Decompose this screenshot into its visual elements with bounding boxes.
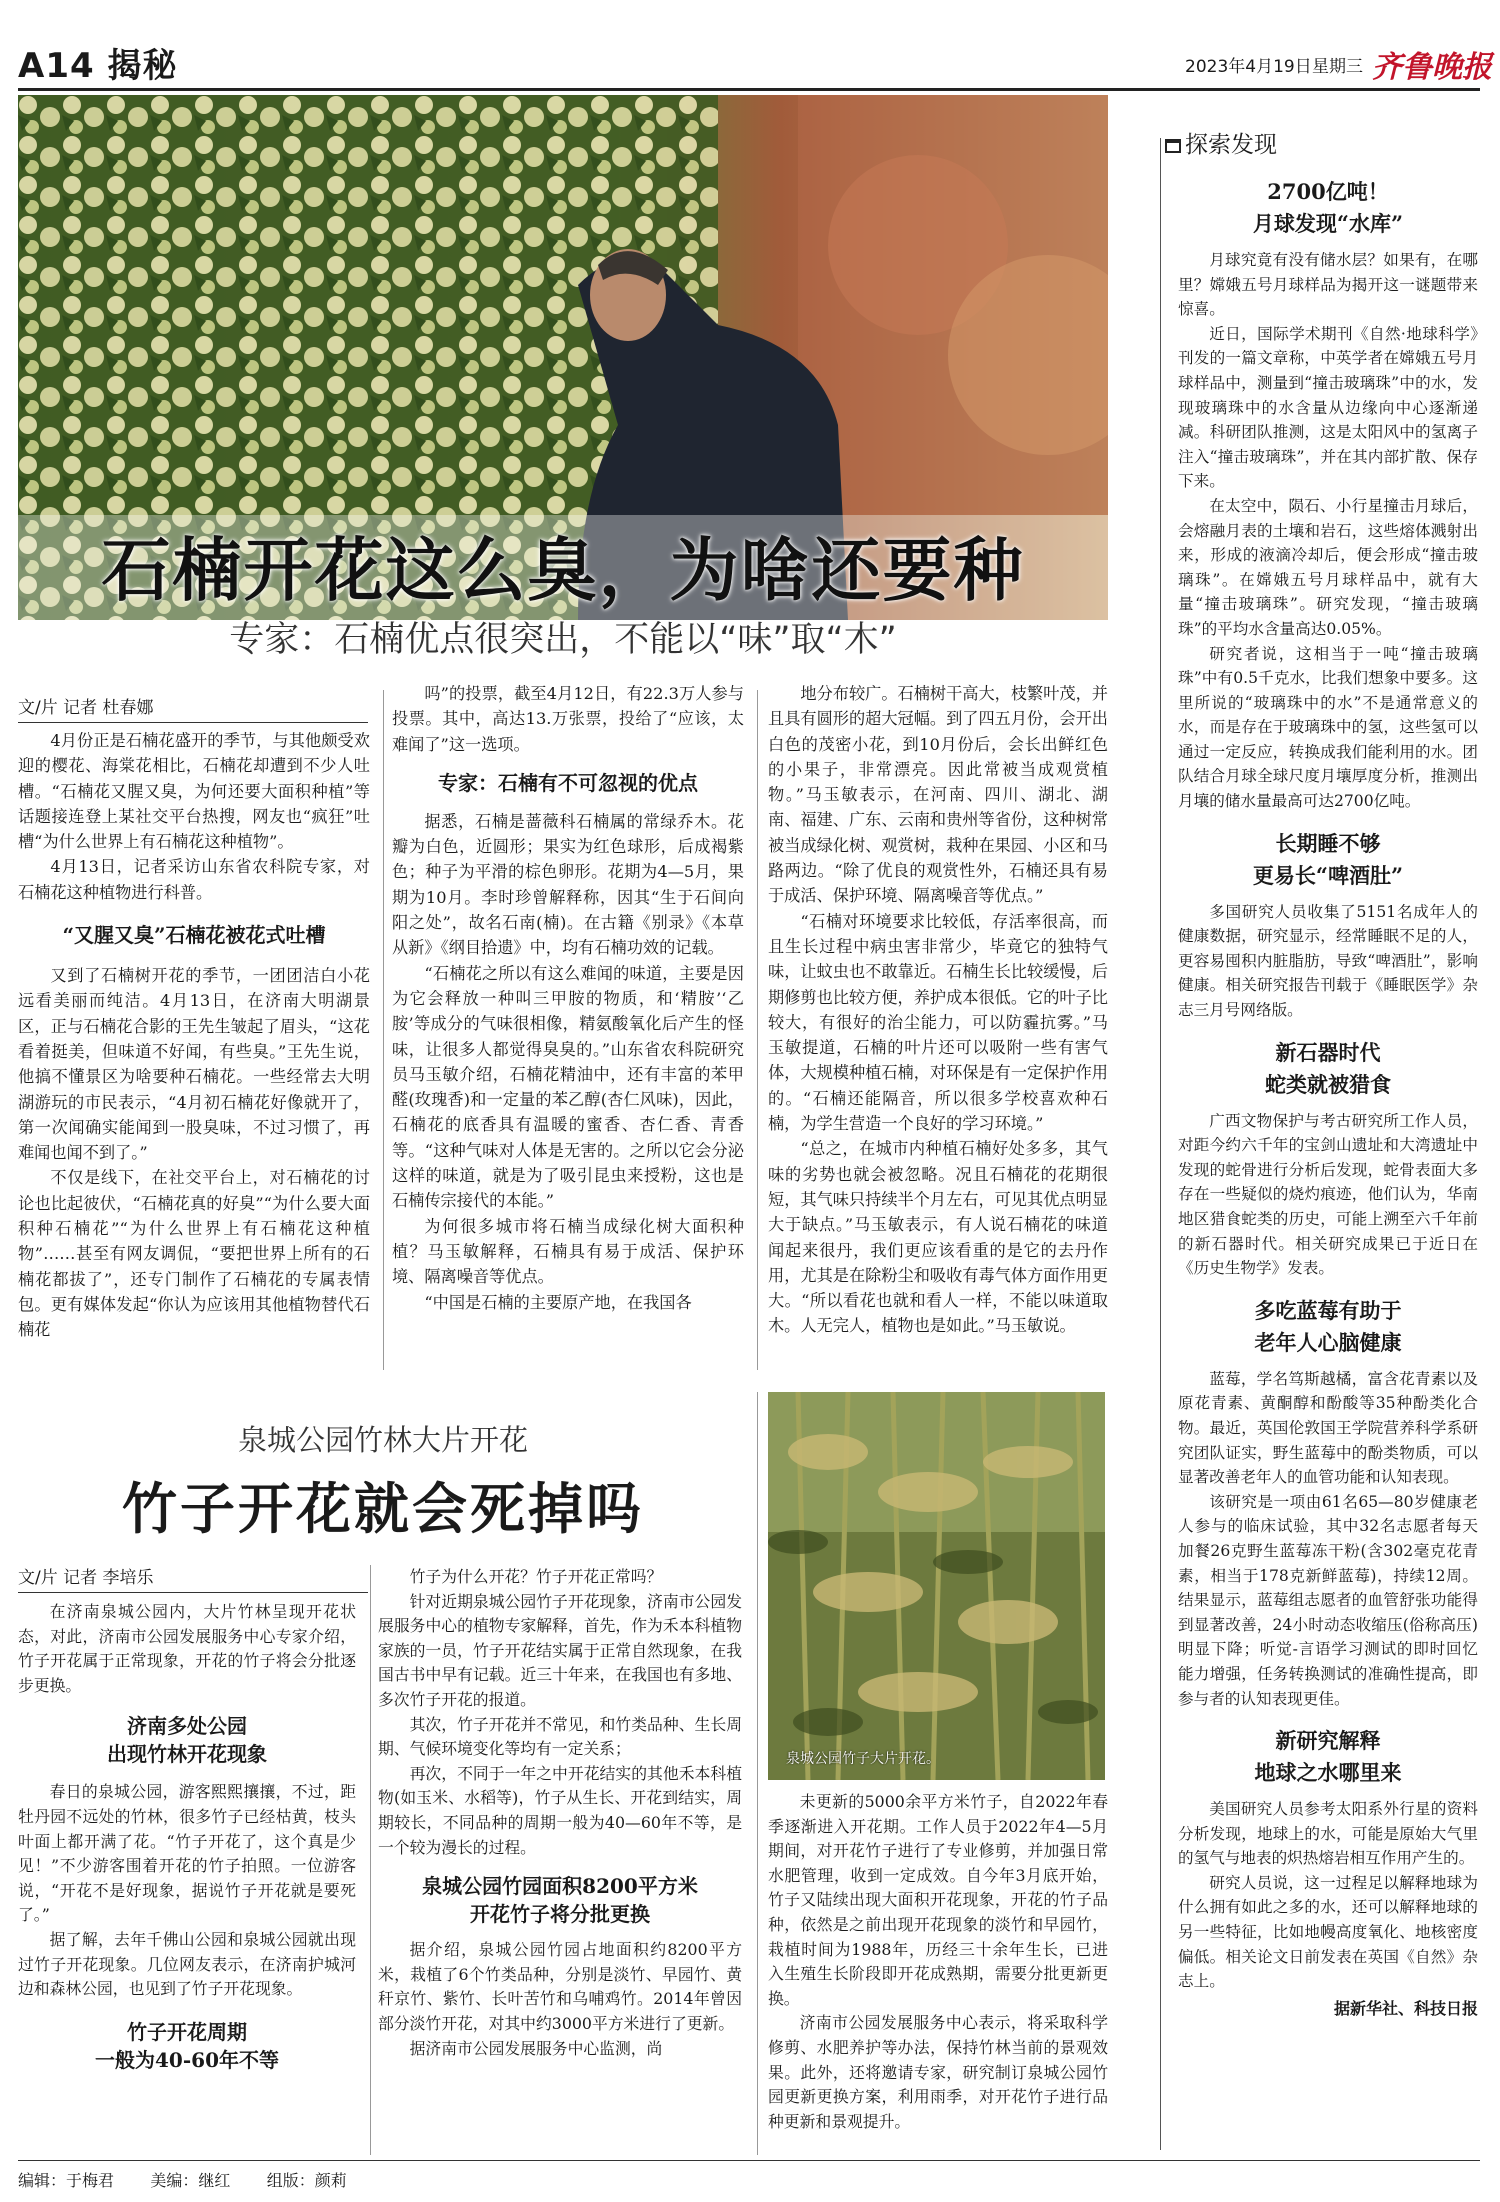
sidebar-tag-label: 探索发现 bbox=[1185, 132, 1277, 158]
paragraph: 济南市公园发展服务中心表示，将采取科学修剪、水肥养护等办法，保持竹林当前的景观效果。此外，还将邀请专家，研究制订泉城公园竹园更新更换方案，利用雨季，对开花竹子进行品种更新和景观提升。 bbox=[768, 2013, 1108, 2131]
column-divider bbox=[383, 690, 384, 1370]
article1-column-2 bbox=[392, 681, 744, 1315]
sidebar-story-2-title: 长期睡不够 更易长“啤酒肚” bbox=[1252, 830, 1404, 888]
paragraph: 广西文物保护与考古研究所工作人员，对距今约六千年的宝剑山遗址和大湾遗址中发现的蛇骨进行分析后发现，蛇骨表面大多存在一些疑似的烧灼痕迹，他们认为，华南地区猎食蛇类的历史，可能上溯至六千年前的新石器时代。相关研究成果已于近日在《历史生物学》发表。 bbox=[1178, 1111, 1478, 1278]
article1-byline: 文/片 记者 杜春娜 bbox=[18, 693, 368, 723]
article1-subtitle-1: “又腥又臭”石楠花被花式吐槽 bbox=[62, 923, 326, 948]
paragraph: 研究人员说，这一过程足以解释地球为什么拥有如此之多的水，还可以解释地球的另一些特征，比如地幔高度氧化、地核密度偏低。相关论文日前发表在英国《自然》杂志上。 bbox=[1178, 1873, 1478, 1991]
article1-column-3 bbox=[768, 681, 1108, 1339]
paragraph: 吗”的投票，截至4月12日，有22.3万人参与投票。其中，高达13.万张票，投给了“应该，太难闻了”这一选项。 bbox=[392, 684, 744, 754]
issue-date: 2023年4月19日 bbox=[1185, 57, 1312, 77]
paragraph: “中国是石楠的主要原产地，在我国各 bbox=[424, 1292, 692, 1312]
paragraph: 该研究是一项由61名65—80岁健康老人参与的临床试验，其中32名志愿者每天加餐26克野生蓝莓冻干粉(含302毫克花青素，相当于178克新鲜蓝莓)，持续12周。结果显示，蓝莓组志愿者的血管舒张功能得到显著改善，24小时动态收缩压(俗称高压)明显下降；听觉-言语学习测试的即时回忆能力增强，任务转换测试的准确性提高，即参与者的认知表现更佳。 bbox=[1178, 1492, 1478, 1708]
paragraph: 4月13日，记者采访山东省农科院专家，对石楠花这种植物进行科普。 bbox=[18, 857, 370, 902]
article2-subtitle-2: 竹子开花周期 一般为40-60年不等 bbox=[95, 2019, 279, 2072]
issue-weekday: 星期三 bbox=[1312, 57, 1363, 77]
paragraph: 针对近期泉城公园竹子开花现象，济南市公园发展服务中心的植物专家解释，首先，作为禾本科植物家族的一员，竹子开花结实属于正常自然现象，在我国古书中早有记载。近三十年来，在我国也有多地、多次竹子开花的报道。 bbox=[378, 1591, 742, 1709]
sidebar-story-5-title: 新研究解释 地球之水哪里来 bbox=[1254, 1728, 1402, 1786]
paragraph: 蓝莓，学名笃斯越橘，富含花青素以及原花青素、黄酮醇和酚酸等35种酚类化合物。最近，英国伦敦国王学院营养科学系研究团队证实，野生蓝莓中的酚类物质，可以显著改善老年人的血管功能和认知表现。 bbox=[1178, 1369, 1478, 1487]
sidebar-content bbox=[1178, 176, 1478, 2019]
article2-byline: 文/片 记者 李培乐 bbox=[18, 1563, 368, 1593]
header-rule bbox=[18, 88, 1480, 91]
sidebar-story-3-title: 新石器时代 蛇类就被猎食 bbox=[1265, 1039, 1391, 1097]
paragraph: 在太空中，陨石、小行星撞击月球后，会熔融月表的土壤和岩石，这些熔体溅射出来，形成的液滴冷却后，便会形成“撞击玻璃珠”。在嫦娥五号月球样品中，就有大量“撞击玻璃珠”。研究发现，“撞击玻璃珠”的平均水含量高达0.05%。 bbox=[1178, 496, 1478, 638]
paragraph: 竹子为什么开花？竹子开花正常吗？ bbox=[409, 1567, 663, 1586]
paragraph: 未更新的5000余平方米竹子，自2022年春季逐渐进入开花期。工作人员于2022年4—5月期间，对开花竹子进行了专业修剪，并加强日常水肥管理，收到一定成效。自今年3月底开始，竹子又陆续出现大面积开花现象，开花的竹子品种，依然是之前出现开花现象的淡竹和早园竹，栽植时间为1988年，历经三十余年生长，已进入生殖生长阶段即开花成熟期，需要分批更新更换。 bbox=[768, 1792, 1108, 2008]
paragraph: “石楠花之所以有这么难闻的味道，主要是因为它会释放一种叫三甲胺的物质，和‘精胺’‘乙胺’等成分的气味很相像，精氨酸氧化后产生的怪味，让很多人都觉得臭臭的。”山东省农科院研究员马玉敏介绍，石楠花精油中，还有丰富的苯甲醛(玫瑰香)和一定量的苯乙醇(杏仁风味)，因此，石楠花的底香具有温暖的蜜香、杏仁香、青香等。“这种气味对人体是无害的。之所以它会分泌这样的味道，就是为了吸引昆虫来授粉，这也是石楠传宗接代的本能。” bbox=[392, 963, 744, 1211]
sidebar-story-1-title: 2700亿吨！ 月球发现“水库” bbox=[1252, 179, 1404, 236]
paragraph: “石楠对环境要求比较低，存活率很高，而且生长过程中病虫害非常少，毕竟它的独特气味，让蚊虫也不敢靠近。石楠生长比较缓慢，后期修剪也比较方便，养护成本很低。它的叶子比较大，有很好的治尘能力，可以防霾抗雾。”马玉敏提道，石楠的叶片还可以吸附一些有害气体，大规模种植石楠，对环保是有一定保护作用的。“石楠还能隔音，所以很多学校喜欢种石楠，为学生营造一个良好的学习环境。” bbox=[768, 911, 1108, 1134]
article2-headline: 竹子开花就会死掉吗 bbox=[121, 1476, 644, 1541]
paragraph: 再次，不同于一年之中开花结实的其他禾本科植物(如玉米、水稻等)，竹子从生长、开花到结实，周期较长，不同品种的周期一般为40—60年不等，是一个较为漫长的过程。 bbox=[378, 1763, 742, 1857]
paragraph: 其次，竹子开花并不常见，和竹类品种、生长周期、气候环境变化等均有一定关系； bbox=[378, 1714, 742, 1759]
column-divider bbox=[757, 690, 758, 1370]
paragraph: 地分布较广。石楠树干高大，枝繁叶茂，并且具有圆形的超大冠幅。到了四五月份，会开出白色的茂密小花，到10月份后，会长出鲜红色的小果子，非常漂亮。因此常被当成观赏植物。”马玉敏表示，在河南、四川、湖北、湖南、福建、广东、云南和贵州等省份，这种树常被当成绿化树、观赏树，栽种在果园、小区和马路两边。“除了优良的观赏性外，石楠还具有易于成活、保护环境、隔离噪音等优点。” bbox=[768, 684, 1108, 906]
paragraph: 月球究竟有没有储水层？如果有，在哪里？嫦娥五号月球样品为揭开这一谜题带来惊喜。 bbox=[1178, 251, 1478, 319]
paragraph: 据介绍，泉城公园竹园占地面积约8200平方米，栽植了6个竹类品种，分别是淡竹、早园竹、黄秆京竹、紫竹、长叶苦竹和乌哺鸡竹。2014年曾因部分淡竹开花，对其中约3000平方米进行了更新。 bbox=[378, 1940, 742, 2033]
article2-subtitle-3: 泉城公园竹园面积8200平方米 开花竹子将分批更换 bbox=[422, 1874, 698, 1927]
footer-typesetter: 组版：颜莉 bbox=[266, 2171, 347, 2190]
paragraph: 为何很多城市将石楠当成绿化树大面积种植？马玉敏解释，石楠具有易于成活、保护环境、隔离噪音等优点。 bbox=[392, 1216, 744, 1287]
article2-column-1 bbox=[18, 1600, 356, 2074]
article1-headline: 石楠开花这么臭，为啥还要种 bbox=[101, 530, 1025, 611]
newspaper-logo: 齐鲁晚报 bbox=[1372, 50, 1492, 85]
footer-credits bbox=[18, 2168, 347, 2191]
paragraph: 多国研究人员收集了5151名成年人的健康数据，研究显示，经常睡眠不足的人，更容易囤积内脏脂肪，导致“啤酒肚”，影响健康。相关研究报告刊载于《睡眠医学》杂志三月号网络版。 bbox=[1178, 902, 1478, 1020]
column-divider bbox=[757, 1392, 758, 2155]
paragraph: 研究者说，这相当于一吨“撞击玻璃珠”中有0.5千克水，比我们想象中要多。这里所说的“玻璃珠中的水”不是通常意义的水，而是存在于玻璃珠中的氢，这些氢可以通过一定反应，转换成我们能利用的水。团队结合月球全球尺度月壤厚度分析，推测出月壤的储水量最高可达2700亿吨。 bbox=[1178, 644, 1478, 811]
paragraph: 春日的泉城公园，游客熙熙攘攘，不过，距牡丹园不远处的竹林，很多竹子已经枯黄，枝头叶面上都开满了花。“竹子开花了，这个真是少见！”不少游客围着开花的竹子拍照。一位游客说，“开花不是好现象，据说竹子开花就是要死了。” bbox=[18, 1782, 356, 1925]
sidebar-story-4-title: 多吃蓝莓有助于 老年人心脑健康 bbox=[1254, 1297, 1402, 1355]
footer-rule bbox=[18, 2160, 1480, 2161]
sidebar-border bbox=[1160, 138, 1161, 2150]
article2-kicker: 泉城公园竹林大片开花 bbox=[237, 1423, 528, 1457]
footer-designer: 美编：继红 bbox=[150, 2171, 231, 2190]
paragraph: “总之，在城市内种植石楠好处多多，其气味的劣势也就会被忽略。况且石楠花的花期很短，其气味只持续半个月左右，可见其优点明显大于缺点。”马玉敏表示，有人说石楠花的味道闻起来很丹，我们更应该看重的是它的去丹作用，尤其是在除粉尘和吸收有毒气体方面作用更大。“所以看花也就和看人一样，不能以味道取木。人无完人，植物也是如此。”马玉敏说。 bbox=[768, 1139, 1108, 1336]
footer-editor: 编辑：于梅君 bbox=[18, 2171, 115, 2190]
bamboo-photo-caption: 泉城公园竹子大片开花。 bbox=[786, 1751, 940, 1767]
paragraph: 不仅是线下，在社交平台上，对石楠花的讨论也比起彼伏，“石楠花真的好臭”“为什么要大面积种石楠花”“为什么世界上有石楠花这种植物”……甚至有网友调侃，“要把世界上所有的石楠花都拔了”，还专门制作了石楠花的专属表情包。更有媒体发起“你认为应该用其他植物替代石楠花 bbox=[18, 1168, 370, 1340]
paragraph: 又到了石楠树开花的季节，一团团洁白小花远看美丽而纯洁。4月13日，在济南大明湖景区，正与石楠花合影的王先生皱起了眉头，“这花看着挺美，但味道不好闻，有些臭。”王先生说，他搞不懂景区为啥要种石楠花。一些经常去大明湖游玩的市民表示，“4月初石楠花好像就开了，第一次闻确实能闻到一股臭味，不过习惯了，再难闻也闻不到了。” bbox=[18, 966, 370, 1163]
paragraph: 据济南市公园发展服务中心监测，尚 bbox=[409, 2038, 663, 2058]
paragraph: 4月份正是石楠花盛开的季节，与其他颇受欢迎的樱花、海棠花相比，石楠花却遭到不少人吐槽。“石楠花又腥又臭，为何还要大面积种植”等话题接连登上某社交平台热搜，网友也“疯狂”吐槽“为什么世界上有石楠花这种植物”。 bbox=[18, 731, 370, 852]
paragraph: 近日，国际学术期刊《自然·地球科学》刊发的一篇文章称，中英学者在嫦娥五号月球样品中，测量到“撞击玻璃珠”中的水，发现玻璃珠中的水含量从边缘向中心逐渐递减。科研团队推测，这是太阳风中的氢离子注入“撞击玻璃珠”，并在其内部扩散、保存下来。 bbox=[1178, 324, 1478, 491]
column-divider bbox=[370, 1565, 371, 2155]
section-name: 揭秘 bbox=[107, 46, 178, 86]
article2-column-2 bbox=[378, 1565, 742, 2061]
article2-subtitle-1: 济南多处公园 出现竹林开花现象 bbox=[107, 1714, 267, 1767]
paragraph: 在济南泉城公园内，大片竹林呈现开花状态，对此，济南市公园发展服务中心专家介绍，竹子开花属于正常现象，开花的竹子将会分批逐步更换。 bbox=[18, 1602, 356, 1695]
article1-column-1 bbox=[18, 728, 370, 1343]
article1-subtitle-2: 专家：石楠有不可忽视的优点 bbox=[438, 770, 698, 795]
paragraph: 据了解，去年千佛山公园和泉城公园就出现过竹子开花现象。几位网友表示，在济南护城河边和森林公园，也见到了竹子开花现象。 bbox=[18, 1929, 356, 1999]
sidebar-tag bbox=[1165, 126, 1277, 159]
page-number: A14 揭秘 bbox=[18, 46, 178, 86]
paragraph: 据悉，石楠是蔷薇科石楠属的常绿乔木。花瓣为白色，近圆形；果实为红色球形，后成褐紫色；种子为平滑的棕色卵形。花期为4—5月，果期为10月。李时珍曾解释称，因其“生于石间向阳之处”，故名石南(楠)。在古籍《别录》《本草从新》《纲目拾遗》中，均有石楠功效的记载。 bbox=[392, 811, 744, 958]
sidebar-source: 据新华社、科技日报 bbox=[1333, 1998, 1478, 2018]
bamboo-photo bbox=[768, 1392, 1105, 1780]
paragraph: 美国研究人员参考太阳系外行星的资料分析发现，地球上的水，可能是原始大气里的氢气与地表的炽热熔岩相互作用产生的。 bbox=[1178, 1800, 1478, 1868]
article2-column-3 bbox=[768, 1790, 1108, 2134]
article1-subhead: 专家：石楠优点很突出，不能以“味”取“木” bbox=[229, 620, 897, 660]
sidebar-tag-icon bbox=[1165, 139, 1181, 153]
